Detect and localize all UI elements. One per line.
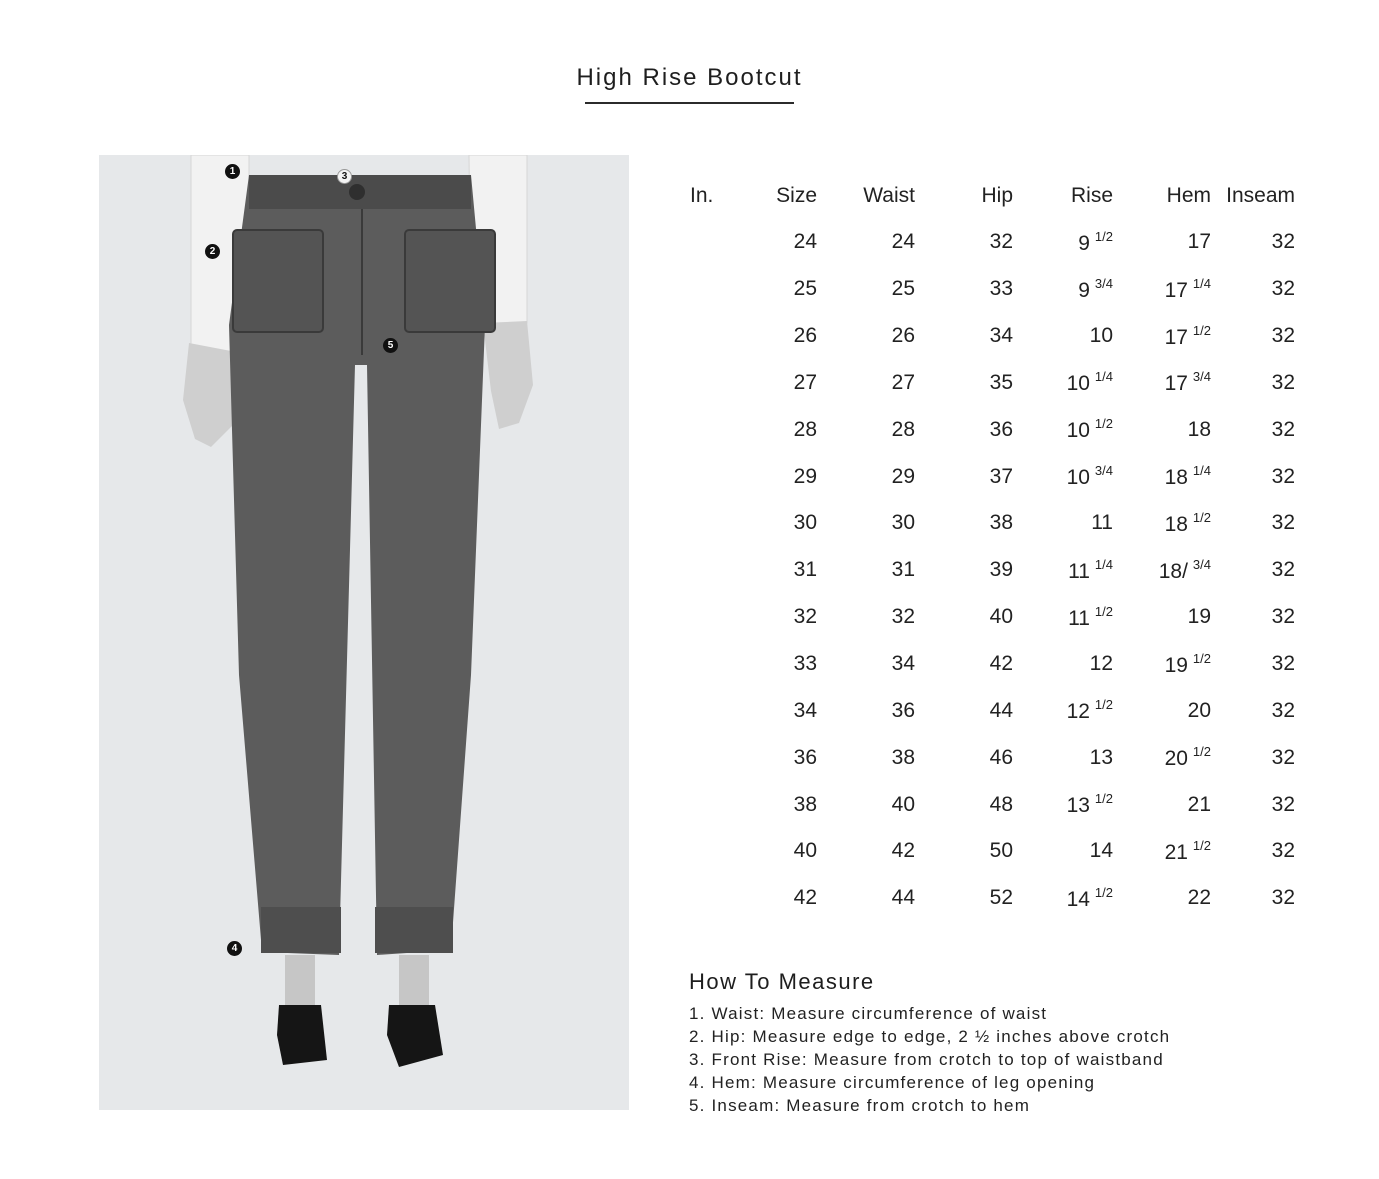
header-in: In. (690, 183, 714, 207)
cell-hem-value: 22 (1187, 886, 1211, 910)
cell-inseam-value: 32 (1271, 230, 1295, 254)
cell-size-value: 31 (793, 558, 817, 582)
cell-rise (1013, 313, 1113, 360)
cell-rise-value: 9 (1078, 278, 1090, 302)
table-row (675, 734, 1295, 781)
cell-rise (1013, 360, 1113, 407)
cell-hip-value: 50 (989, 839, 1013, 863)
cell-hip-value: 44 (989, 698, 1013, 722)
cell-hem-value: 21 (1187, 792, 1211, 816)
cell-rise-value: 11 (1068, 559, 1090, 583)
cell-rise-value: 12 (1089, 652, 1113, 676)
cell-hem-value: 18/ (1158, 559, 1188, 583)
cell-rise (1013, 266, 1113, 313)
cell-rise (1013, 781, 1113, 828)
header-inseam: Inseam (1226, 183, 1295, 207)
cell-inseam (1211, 594, 1295, 641)
cell-inseam-value: 32 (1271, 745, 1295, 769)
cell-waist-value: 25 (891, 277, 915, 301)
cell-size (735, 875, 817, 922)
cell-hip (915, 547, 1013, 594)
cell-hem (1113, 360, 1211, 407)
cell-inseam-value: 32 (1271, 886, 1295, 910)
cell-waist-value: 36 (891, 698, 915, 722)
cell-size (735, 360, 817, 407)
cell-hem (1113, 828, 1211, 875)
cell-hip (915, 500, 1013, 547)
cell-size-value: 29 (793, 464, 817, 488)
cell-hem-fraction: 1/2 (1192, 837, 1211, 853)
cell-waist-value: 42 (891, 839, 915, 863)
cell-hem (1113, 453, 1211, 500)
cell-in (675, 406, 735, 453)
cell-rise (1013, 734, 1113, 781)
cell-size-value: 40 (793, 839, 817, 863)
cell-hip (915, 219, 1013, 266)
cell-hip-value: 38 (989, 511, 1013, 535)
cell-hip-value: 33 (989, 277, 1013, 301)
table-row (675, 875, 1295, 922)
title-underline (585, 102, 794, 104)
product-photo (99, 155, 629, 1110)
cell-hem-value: 19 (1187, 605, 1211, 629)
how-to-measure-item: 1. Waist: Measure circumference of waist (689, 1004, 1048, 1023)
cell-size-value: 32 (793, 605, 817, 629)
cell-hem-value: 18 (1187, 417, 1211, 441)
table-row (675, 500, 1295, 547)
cell-size (735, 313, 817, 360)
cell-hip-value: 37 (989, 464, 1013, 488)
cell-size (735, 406, 817, 453)
cell-hip (915, 781, 1013, 828)
cell-hem-value: 21 (1164, 840, 1188, 864)
cell-hip (915, 594, 1013, 641)
cell-inseam-value: 32 (1271, 370, 1295, 394)
cell-size (735, 500, 817, 547)
cell-hem-fraction: 1/2 (1192, 509, 1211, 525)
cell-rise-fraction: 1/2 (1094, 791, 1113, 807)
cell-hem (1113, 406, 1211, 453)
cell-inseam-value: 32 (1271, 558, 1295, 582)
cell-inseam-value: 32 (1271, 839, 1295, 863)
cell-waist-value: 26 (891, 324, 915, 348)
header-hip: Hip (981, 183, 1013, 207)
cell-in (675, 828, 735, 875)
cell-waist-value: 24 (891, 230, 915, 254)
cell-size-value: 24 (793, 230, 817, 254)
cell-rise (1013, 547, 1113, 594)
cell-hem (1113, 219, 1211, 266)
cell-size (735, 594, 817, 641)
cell-hip-value: 40 (989, 605, 1013, 629)
header-hem: Hem (1166, 183, 1211, 207)
cell-hem-value: 17 (1164, 325, 1188, 349)
cell-in (675, 266, 735, 313)
cell-hem (1113, 687, 1211, 734)
cell-waist (817, 594, 915, 641)
cell-inseam-value: 32 (1271, 511, 1295, 535)
cell-hip (915, 406, 1013, 453)
cell-in (675, 360, 735, 407)
cell-inseam-value: 32 (1271, 464, 1295, 488)
cell-hip (915, 453, 1013, 500)
cell-inseam (1211, 453, 1295, 500)
cell-hip (915, 641, 1013, 688)
cell-inseam (1211, 313, 1295, 360)
cell-waist (817, 313, 915, 360)
marker-5: 5 (383, 338, 398, 353)
cell-size-value: 30 (793, 511, 817, 535)
how-to-measure-item: 5. Inseam: Measure from crotch to hem (689, 1096, 1031, 1115)
cell-hem-fraction: 1/2 (1192, 650, 1211, 666)
cell-waist (817, 266, 915, 313)
cell-waist-value: 38 (891, 745, 915, 769)
table-header-row (675, 172, 1295, 219)
cell-rise-value: 9 (1078, 231, 1090, 255)
cell-hip-value: 34 (989, 324, 1013, 348)
cell-inseam (1211, 641, 1295, 688)
cell-rise-fraction: 1/4 (1094, 369, 1113, 385)
cell-rise (1013, 406, 1113, 453)
cell-inseam (1211, 734, 1295, 781)
cell-waist-value: 28 (891, 417, 915, 441)
table-row (675, 687, 1295, 734)
cell-hem-value: 17 (1164, 278, 1188, 302)
table-row (675, 453, 1295, 500)
how-to-measure-title: How To Measure (689, 969, 875, 994)
cell-size-value: 34 (793, 698, 817, 722)
cell-waist-value: 27 (891, 370, 915, 394)
cell-hem-value: 19 (1164, 653, 1188, 677)
table-row (675, 406, 1295, 453)
cell-inseam (1211, 781, 1295, 828)
how-to-measure-item: 2. Hip: Measure edge to edge, 2 ½ inches above crotch (689, 1027, 1171, 1046)
cell-size (735, 687, 817, 734)
cell-rise-value: 12 (1066, 700, 1090, 724)
cell-hem-fraction: 1/2 (1192, 744, 1211, 760)
cell-rise-value: 13 (1066, 794, 1090, 818)
cell-rise-fraction: 1/2 (1094, 697, 1113, 713)
cell-rise (1013, 453, 1113, 500)
cell-rise-value: 10 (1066, 466, 1090, 490)
cell-rise-value: 11 (1091, 511, 1113, 535)
cell-hem (1113, 313, 1211, 360)
cell-size-value: 26 (793, 324, 817, 348)
cell-waist-value: 44 (891, 886, 915, 910)
cell-hem-fraction: 3/4 (1192, 556, 1211, 572)
cell-inseam (1211, 266, 1295, 313)
how-to-measure-item: 3. Front Rise: Measure from crotch to top of waistband (689, 1050, 1164, 1069)
cell-size-value: 25 (793, 277, 817, 301)
cell-rise-value: 10 (1089, 324, 1113, 348)
cell-waist (817, 453, 915, 500)
marker-2: 2 (205, 244, 220, 259)
cell-hem (1113, 266, 1211, 313)
page-title: High Rise Bootcut (576, 64, 803, 91)
cell-hem-fraction: 1/4 (1192, 463, 1211, 479)
cell-size (735, 219, 817, 266)
cell-size (735, 734, 817, 781)
cell-waist (817, 875, 915, 922)
cell-waist (817, 828, 915, 875)
cell-hip (915, 360, 1013, 407)
cell-hip-value: 35 (989, 370, 1013, 394)
cell-inseam (1211, 547, 1295, 594)
cell-rise-fraction: 1/2 (1094, 884, 1113, 900)
cell-hip-value: 46 (989, 745, 1013, 769)
cell-hip-value: 39 (989, 558, 1013, 582)
cell-waist-value: 32 (891, 605, 915, 629)
cell-rise (1013, 500, 1113, 547)
cell-inseam-value: 32 (1271, 277, 1295, 301)
cell-waist (817, 687, 915, 734)
cell-rise (1013, 828, 1113, 875)
cell-size-value: 38 (793, 792, 817, 816)
header-size: Size (776, 183, 817, 207)
cell-waist (817, 500, 915, 547)
cell-rise-value: 10 (1066, 419, 1090, 443)
cell-rise-fraction: 1/2 (1094, 228, 1113, 244)
table-row (675, 313, 1295, 360)
table-row (675, 360, 1295, 407)
header-waist: Waist (863, 183, 915, 207)
cell-in (675, 547, 735, 594)
cell-hem-value: 17 (1164, 372, 1188, 396)
how-to-measure-list (689, 1002, 1170, 1117)
cell-hem (1113, 734, 1211, 781)
cell-inseam-value: 32 (1271, 605, 1295, 629)
cell-hip-value: 52 (989, 886, 1013, 910)
cell-waist (817, 781, 915, 828)
cell-hip (915, 828, 1013, 875)
cell-waist (817, 734, 915, 781)
cell-hem-value: 18 (1164, 466, 1188, 490)
cell-rise-value: 10 (1066, 372, 1090, 396)
how-to-measure-item: 4. Hem: Measure circumference of leg opening (689, 1073, 1096, 1092)
cell-rise-fraction: 1/2 (1094, 603, 1113, 619)
cell-rise (1013, 875, 1113, 922)
cell-hem-value: 18 (1164, 512, 1188, 536)
cell-inseam-value: 32 (1271, 324, 1295, 348)
cell-in (675, 313, 735, 360)
cell-size (735, 453, 817, 500)
cell-hip (915, 313, 1013, 360)
cell-rise-fraction: 1/4 (1094, 556, 1113, 572)
cell-inseam-value: 32 (1271, 792, 1295, 816)
cell-inseam (1211, 828, 1295, 875)
cell-in (675, 500, 735, 547)
cell-rise-fraction: 3/4 (1094, 463, 1113, 479)
cell-hip-value: 32 (989, 230, 1013, 254)
table-row (675, 641, 1295, 688)
marker-1: 1 (225, 164, 240, 179)
cell-in (675, 734, 735, 781)
cell-waist (817, 547, 915, 594)
cell-hem-fraction: 3/4 (1192, 369, 1211, 385)
cell-size (735, 641, 817, 688)
cell-rise-value: 11 (1068, 606, 1090, 630)
cell-hem (1113, 641, 1211, 688)
cell-inseam (1211, 500, 1295, 547)
cell-waist (817, 641, 915, 688)
marker-4: 4 (227, 941, 242, 956)
cell-in (675, 219, 735, 266)
cell-in (675, 453, 735, 500)
cell-in (675, 594, 735, 641)
cell-waist-value: 40 (891, 792, 915, 816)
cell-inseam-value: 32 (1271, 698, 1295, 722)
cell-in (675, 875, 735, 922)
cell-inseam (1211, 406, 1295, 453)
cell-in (675, 641, 735, 688)
cell-hip-value: 42 (989, 652, 1013, 676)
cell-rise-value: 14 (1066, 887, 1090, 911)
cell-in (675, 687, 735, 734)
cell-hip (915, 875, 1013, 922)
table-row (675, 828, 1295, 875)
cell-rise-fraction: 1/2 (1094, 416, 1113, 432)
cell-rise-value: 13 (1089, 745, 1113, 769)
cell-size-value: 27 (793, 370, 817, 394)
cell-size-value: 28 (793, 417, 817, 441)
cell-waist-value: 29 (891, 464, 915, 488)
cell-hip (915, 687, 1013, 734)
cell-hip (915, 266, 1013, 313)
cell-hip (915, 734, 1013, 781)
cell-hip-value: 36 (989, 417, 1013, 441)
cell-waist (817, 360, 915, 407)
cell-size-value: 33 (793, 652, 817, 676)
cell-rise (1013, 687, 1113, 734)
table-row (675, 547, 1295, 594)
cell-hem-fraction: 1/4 (1192, 275, 1211, 291)
table-row (675, 266, 1295, 313)
cell-size (735, 547, 817, 594)
header-rise: Rise (1070, 183, 1113, 207)
cell-rise-value: 14 (1089, 839, 1113, 863)
cell-size (735, 781, 817, 828)
cell-rise (1013, 594, 1113, 641)
cell-waist (817, 406, 915, 453)
cell-size-value: 36 (793, 745, 817, 769)
cell-inseam (1211, 875, 1295, 922)
cell-rise-fraction: 3/4 (1094, 275, 1113, 291)
cell-rise (1013, 641, 1113, 688)
cell-hem (1113, 500, 1211, 547)
cell-hip-value: 48 (989, 792, 1013, 816)
marker-3: 3 (337, 169, 352, 184)
cell-waist-value: 30 (891, 511, 915, 535)
cell-hem (1113, 781, 1211, 828)
cell-hem-value: 20 (1164, 747, 1188, 771)
jeans-illustration (99, 155, 629, 1110)
cell-size (735, 828, 817, 875)
cell-hem-fraction: 1/2 (1192, 322, 1211, 338)
table-row (675, 781, 1295, 828)
cell-waist (817, 219, 915, 266)
cell-waist-value: 34 (891, 652, 915, 676)
cell-inseam-value: 32 (1271, 417, 1295, 441)
cell-inseam (1211, 360, 1295, 407)
cell-hem-value: 17 (1187, 230, 1211, 254)
cell-inseam (1211, 219, 1295, 266)
cell-in (675, 781, 735, 828)
cell-waist-value: 31 (891, 558, 915, 582)
cell-hem (1113, 594, 1211, 641)
cell-rise (1013, 219, 1113, 266)
cell-inseam-value: 32 (1271, 652, 1295, 676)
cell-hem-value: 20 (1187, 698, 1211, 722)
cell-size (735, 266, 817, 313)
cell-hem (1113, 875, 1211, 922)
table-row (675, 219, 1295, 266)
cell-hem (1113, 547, 1211, 594)
table-row (675, 594, 1295, 641)
cell-inseam (1211, 687, 1295, 734)
cell-size-value: 42 (793, 886, 817, 910)
size-chart-table (675, 172, 1295, 922)
